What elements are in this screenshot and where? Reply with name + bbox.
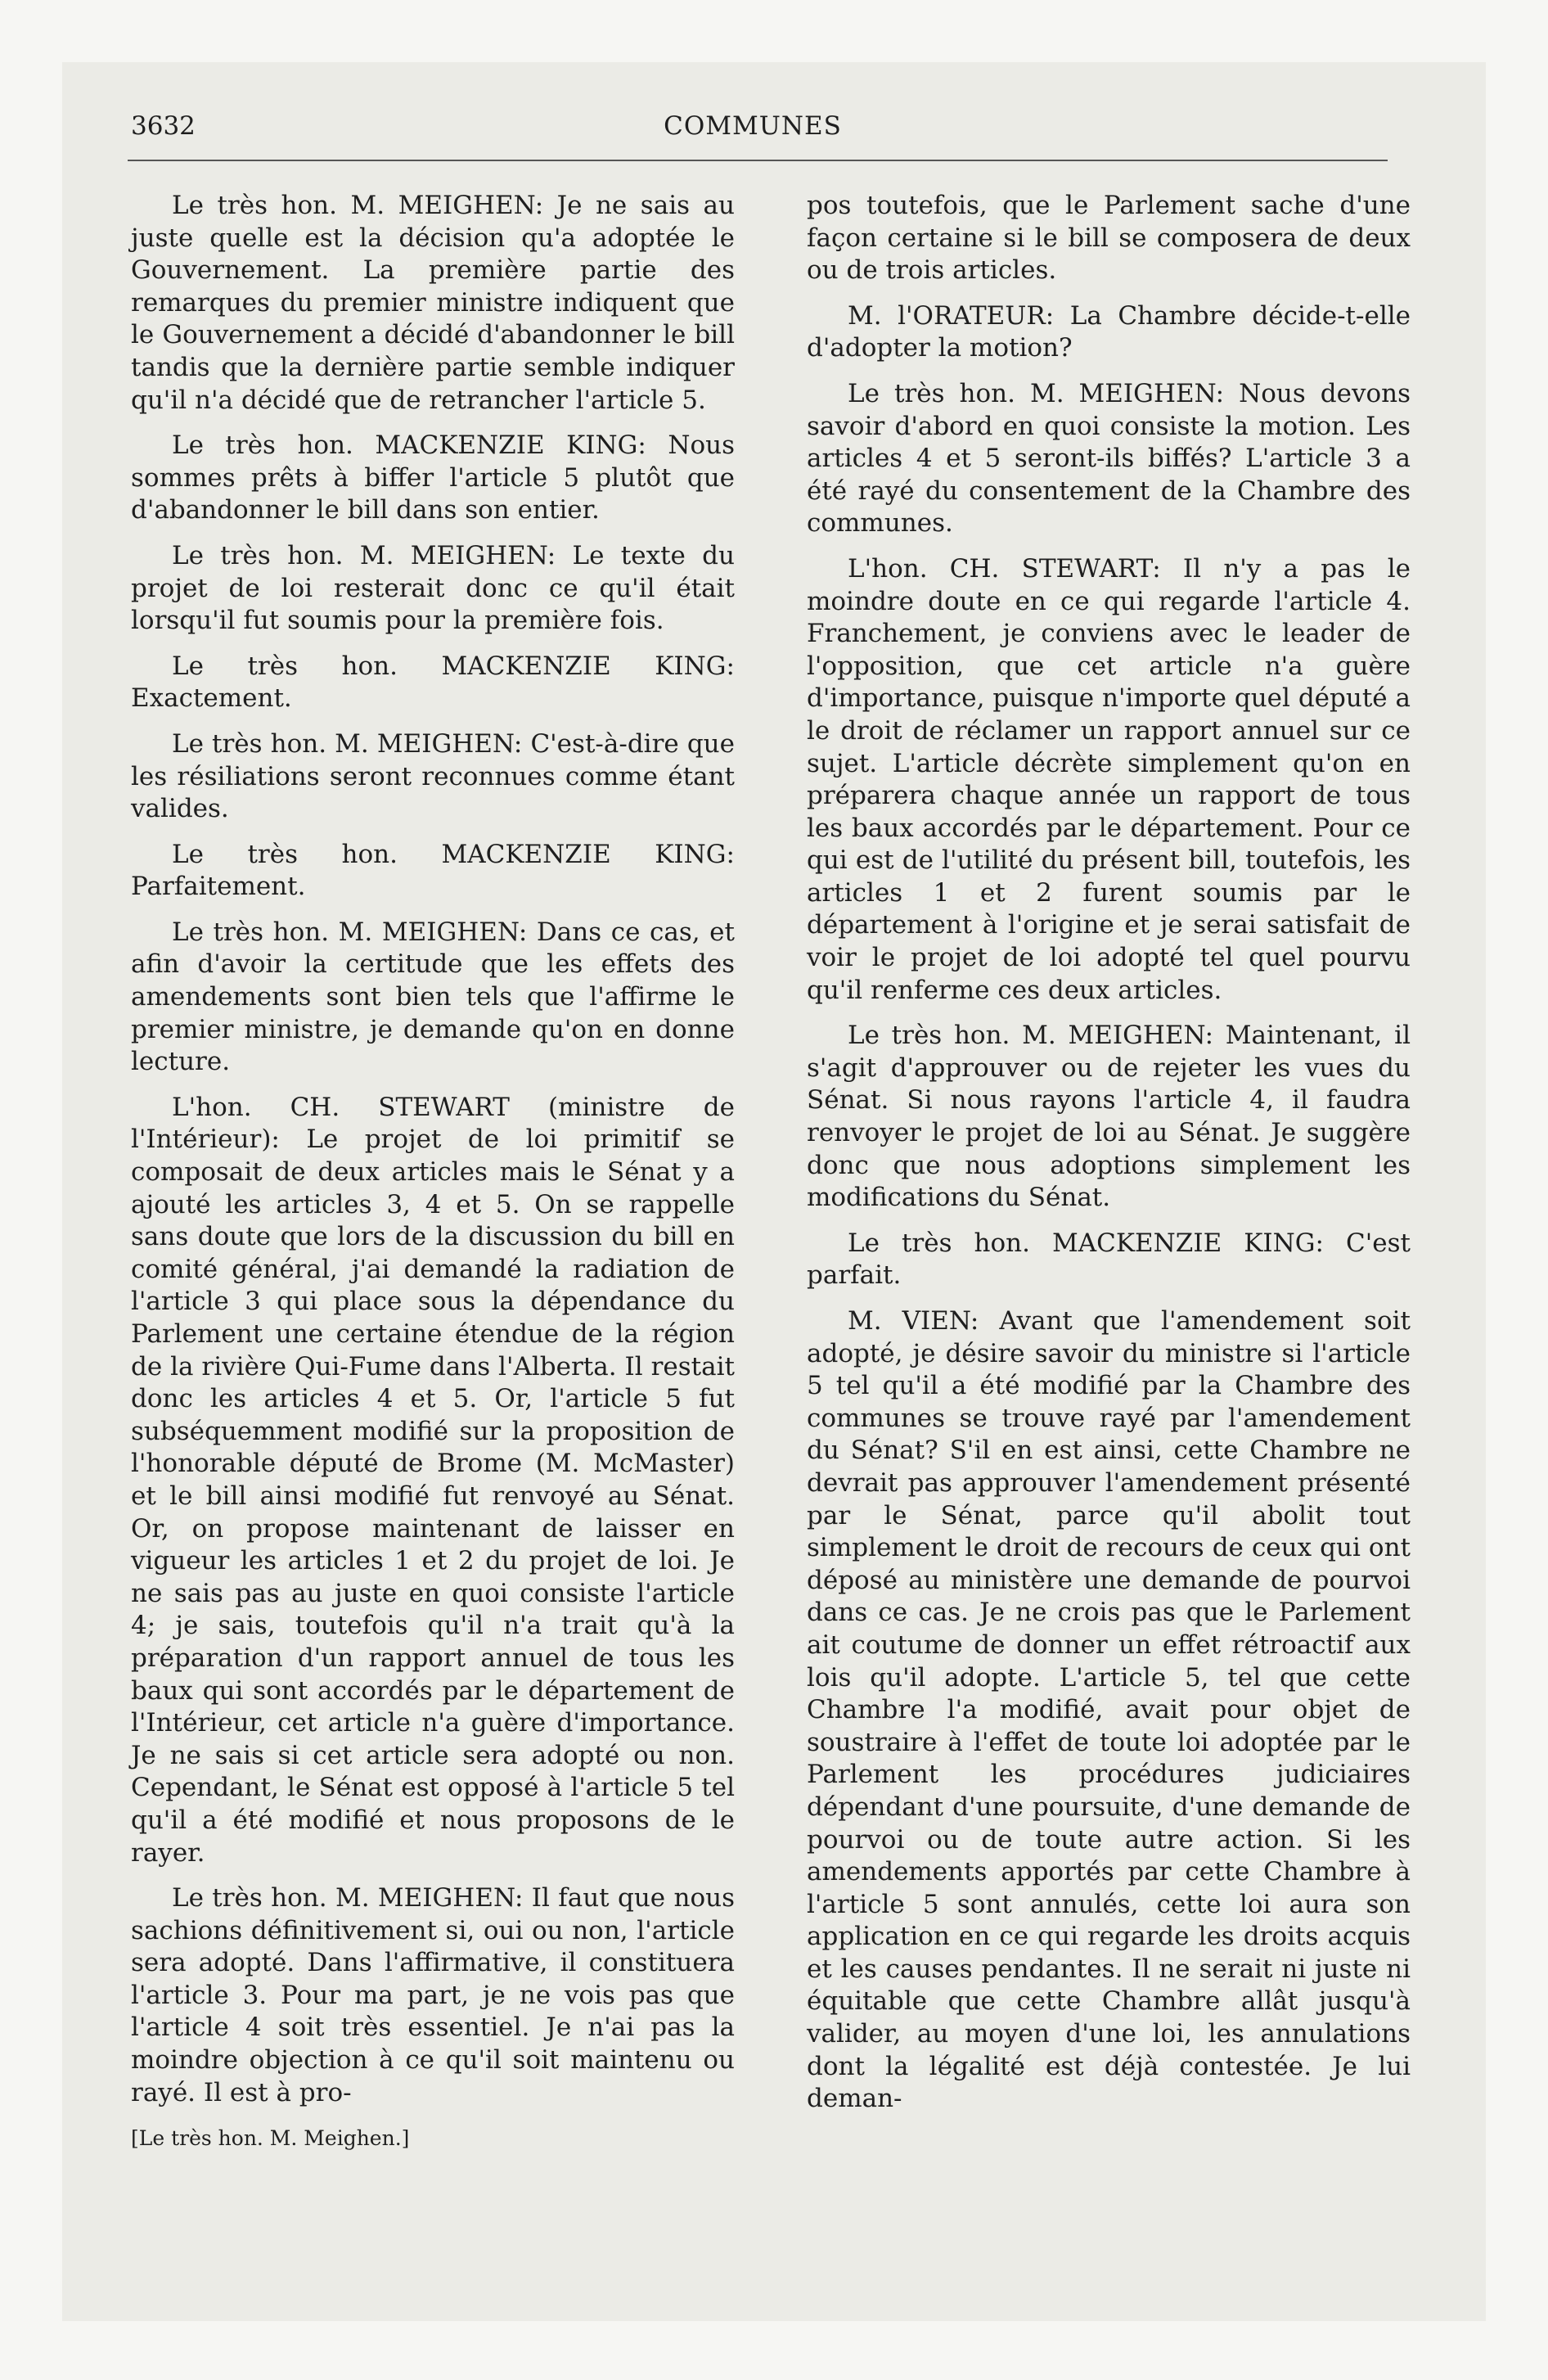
paragraph: Le très hon. M. MEIGHEN: Il faut que nous sachions définitivement si, oui ou non, l'article sera adopté. Dans l'affirmative, il constituera l'article 3. Pour ma part, je ne vois pas que l'article 4 soit très essentiel. Je n'ai pas la moindre objection à ce qu'il soit maintenu ou rayé. Il est à pro- (131, 1883, 735, 2107)
paragraph: Le très hon. M. MEIGHEN: Maintenant, il s'agit d'approuver ou de rejeter les vues du Sénat. Si nous rayons l'article 4, il faudra renvoyer le projet de loi au Sénat. Je suggère donc que nous adoptions simplement les modifications du Sénat. (807, 1021, 1411, 1213)
left-column (131, 190, 735, 2168)
right-column (807, 190, 1411, 2129)
paragraph: Le très hon. M. MEIGHEN: Nous devons savoir d'abord en quoi consiste la motion. Les articles 4 et 5 seront-ils biffés? L'article 3 a été rayé du consentement de la Chambre des communes. (807, 378, 1411, 539)
paragraph: M. VIEN: Avant que l'amendement soit adopté, je désire savoir du ministre si l'article 5 tel qu'il a été modifié par la Chambre des communes se trouve rayé par l'amendement du Sénat? S'il en est ainsi, cette Chambre ne devrait pas approuver l'amendement présenté par le Sénat, parce qu'il abolit tout simplement le droit de recours de ceux qui ont déposé au ministère une demande de pourvoi dans ce cas. Je ne crois pas que le Parlement ait coutume de donner un effet rétroactif aux lois qu'il adopte. L'article 5, tel que cette Chambre l'a modifié, avait pour objet de soustraire à l'effet de toute loi adoptée par le Parlement les procédures judiciaires dépendant d'une poursuite, d'une demande de pourvoi ou de toute autre action. Si les amendements apportés par cette Chambre à l'article 5 sont annulés, cette loi aura son application en ce qui regarde les droits acquis et les causes pendantes. Il ne serait ni juste ni équitable que cette Chambre allât jusqu'à valider, au moyen d'une loi, les annulations dont la légalité est déjà contestée. Je lui deman- (807, 1306, 1411, 2114)
paragraph: Le très hon. M. MEIGHEN: Dans ce cas, et afin d'avoir la certitude que les effets des amendements sont bien tels que l'affirme le premier ministre, je demande qu'on en donne lecture. (131, 917, 735, 1077)
paragraph: Le très hon. MACKENZIE KING: Nous sommes prêts à biffer l'article 5 plutôt que d'abandonner le bill dans son entier. (131, 430, 735, 525)
paragraph: Le très hon. MACKENZIE KING: C'est parfait. (807, 1228, 1411, 1291)
header-rule (128, 160, 1388, 161)
page-header (115, 111, 1391, 144)
paragraph: L'hon. CH. STEWART: Il n'y a pas le moindre doute en ce qui regarde l'article 4. Franchement, je conviens avec le leader de l'opposition, que cet article n'a guère d'importance, puisque n'importe quel député a le droit de réclamer un rapport annuel sur ce sujet. L'article décrète simplement qu'on en préparera chaque année un rapport de tous les baux accordés par le département. Pour ce qui est de l'utilité du présent bill, toutefois, les articles 1 et 2 furent soumis par le département à l'origine et je serai satisfait de voir le projet de loi adopté tel quel pourvu qu'il renferme ces deux articles. (807, 553, 1411, 1005)
running-title: COMMUNES (664, 111, 842, 141)
paragraph: L'hon. CH. STEWART (ministre de l'Intérieur): Le projet de loi primitif se composait de deux articles mais le Sénat y a ajouté les articles 3, 4 et 5. On se rappelle sans doute que lors de la discussion du bill en comité général, j'ai demandé la radiation de l'article 3 qui place sous la dépendance du Parlement une certaine étendue de la région de la rivière Qui-Fume dans l'Alberta. Il restait donc les articles 4 et 5. Or, l'article 5 fut subséquemment modifié sur la proposition de l'honorable député de Brome (M. McMaster) et le bill ainsi modifié fut renvoyé au Sénat. Or, on propose maintenant de laisser en vigueur les articles 1 et 2 du projet de loi. Je ne sais pas au juste en quoi consiste l'article 4; je sais, toutefois qu'il n'a trait qu'à la préparation d'un rapport annuel de tous les baux qui sont accordés par le département de l'Intérieur, cet article n'a guère d'importance. Je ne sais si cet article sera adopté ou non. Cependant, le Sénat est opposé à l'article 5 tel qu'il a été modifié et nous proposons de le rayer. (131, 1092, 735, 1868)
paragraph: Le très hon. M. MEIGHEN: C'est-à-dire que les résiliations seront reconnues comme étant valides. (131, 728, 735, 824)
page-number: 3632 (131, 111, 196, 141)
paragraph: Le très hon. MACKENZIE KING: Parfaitement. (131, 839, 735, 902)
paragraph: Le très hon. MACKENZIE KING: Exactement. (131, 651, 735, 714)
paragraph: M. l'ORATEUR: La Chambre décide-t-elle d'adopter la motion? (807, 300, 1411, 363)
speaker-footnote: [Le très hon. M. Meighen.] (131, 2126, 410, 2151)
paragraph: Le très hon. M. MEIGHEN: Je ne sais au juste quelle est la décision qu'a adoptée le Gouvernement. La première partie des remarques du premier ministre indiquent que le Gouvernement a décidé d'abandonner le bill tandis que la dernière partie semble indiquer qu'il n'a décidé que de retrancher l'article 5. (131, 191, 735, 415)
paragraph-continuation: pos toutefois, que le Parlement sache d'une façon certaine si le bill se composera de deux ou de trois articles. (807, 191, 1411, 286)
paragraph: Le très hon. M. MEIGHEN: Le texte du projet de loi resterait donc ce qu'il était lorsqu'il fut soumis pour la première fois. (131, 540, 735, 636)
